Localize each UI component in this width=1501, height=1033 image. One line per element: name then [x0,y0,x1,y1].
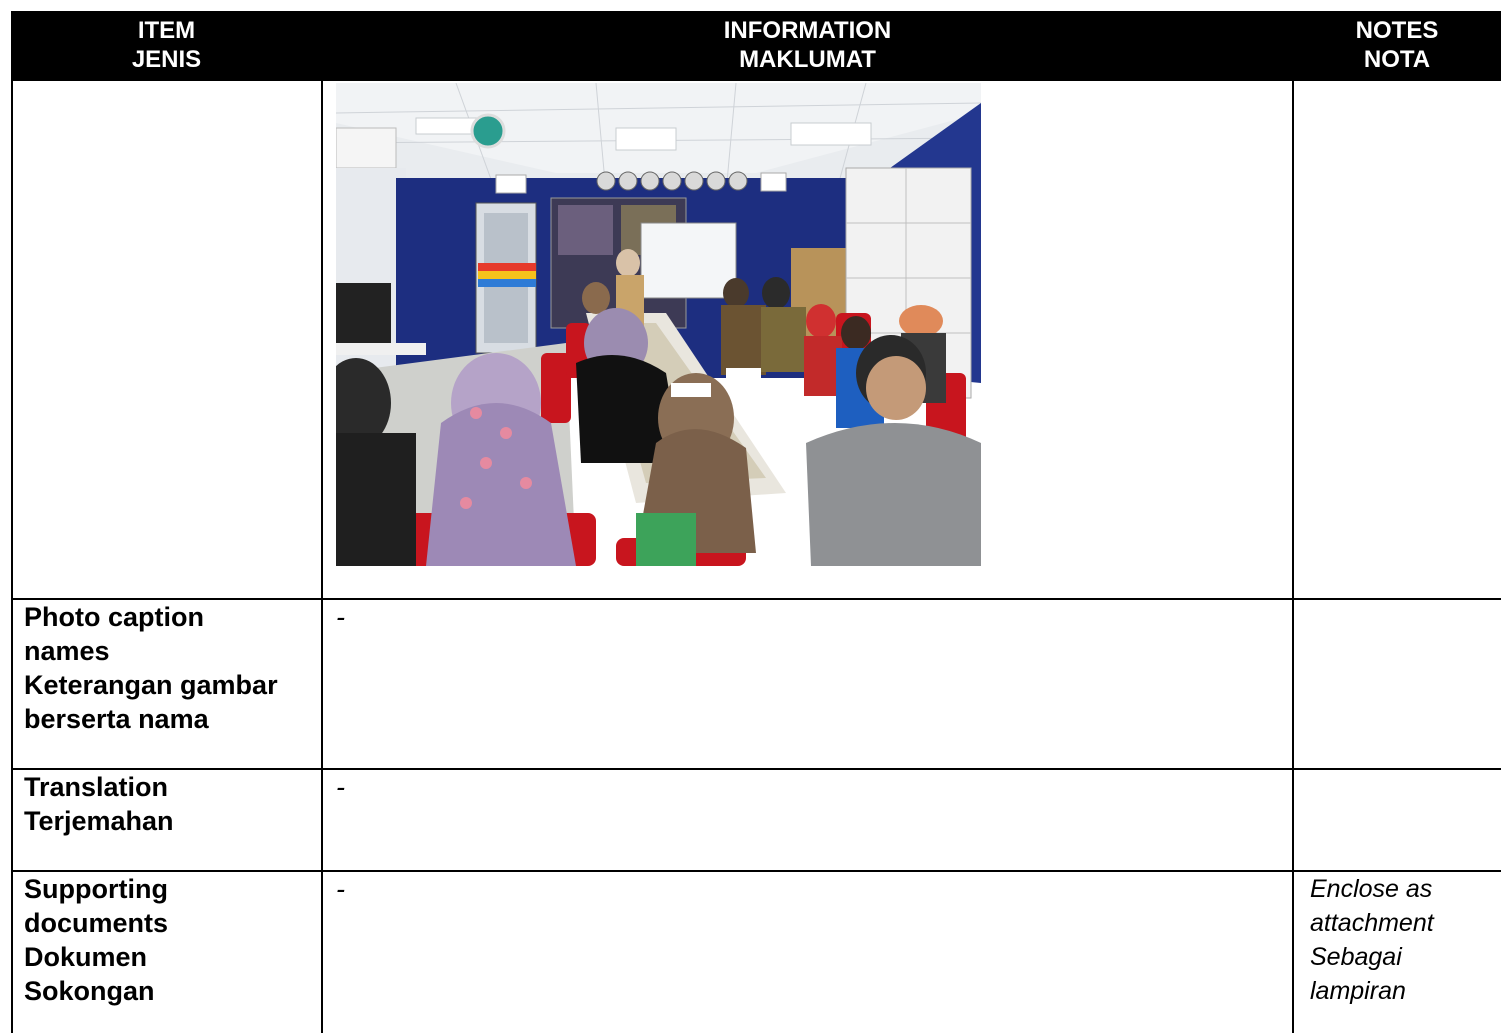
photo-caption-label-line4: berserta nama [24,704,209,734]
supporting-documents-label-line4: Sokongan [24,976,155,1006]
grid-line-right [1292,81,1294,1033]
header-notes-ms: NOTA [1363,46,1431,73]
note-line2: attachment [1310,909,1434,937]
supporting-documents-note [1310,872,1500,1008]
header-information-en: INFORMATION [723,17,892,44]
photo-caption-label-line3: Keterangan gambar [24,670,278,700]
supporting-documents-label-line2: documents [24,908,169,938]
photo-caption-label-line1: Photo caption [24,602,204,632]
supporting-documents-label-line3: Dokumen [24,942,148,972]
grid-line-mid [321,81,323,1033]
translation-value: - [336,772,345,802]
supporting-documents-value: - [336,874,345,904]
supporting-documents-label [24,872,320,1008]
supporting-documents-label-line1: Supporting [24,874,168,904]
photo-caption-label [24,600,320,736]
header-item [11,11,322,81]
header-notes-en: NOTES [1355,17,1439,44]
header-information-ms: MAKLUMAT [739,46,876,73]
header-notes [1293,11,1501,81]
photo-caption-label-line2: names [24,636,110,666]
header-information [322,11,1293,81]
photo-caption-value: - [336,602,345,632]
translation-label-line2: Terjemahan [24,806,174,836]
header-item-ms: JENIS [131,46,202,73]
note-line4: lampiran [1310,977,1406,1005]
classroom-photo [336,83,981,566]
header-item-en: ITEM [137,17,196,44]
translation-label [24,770,320,838]
note-line3: Sebagai [1310,943,1402,971]
translation-label-line1: Translation [24,772,169,802]
grid-line-left [11,81,13,1033]
note-line1: Enclose as [1310,875,1433,903]
